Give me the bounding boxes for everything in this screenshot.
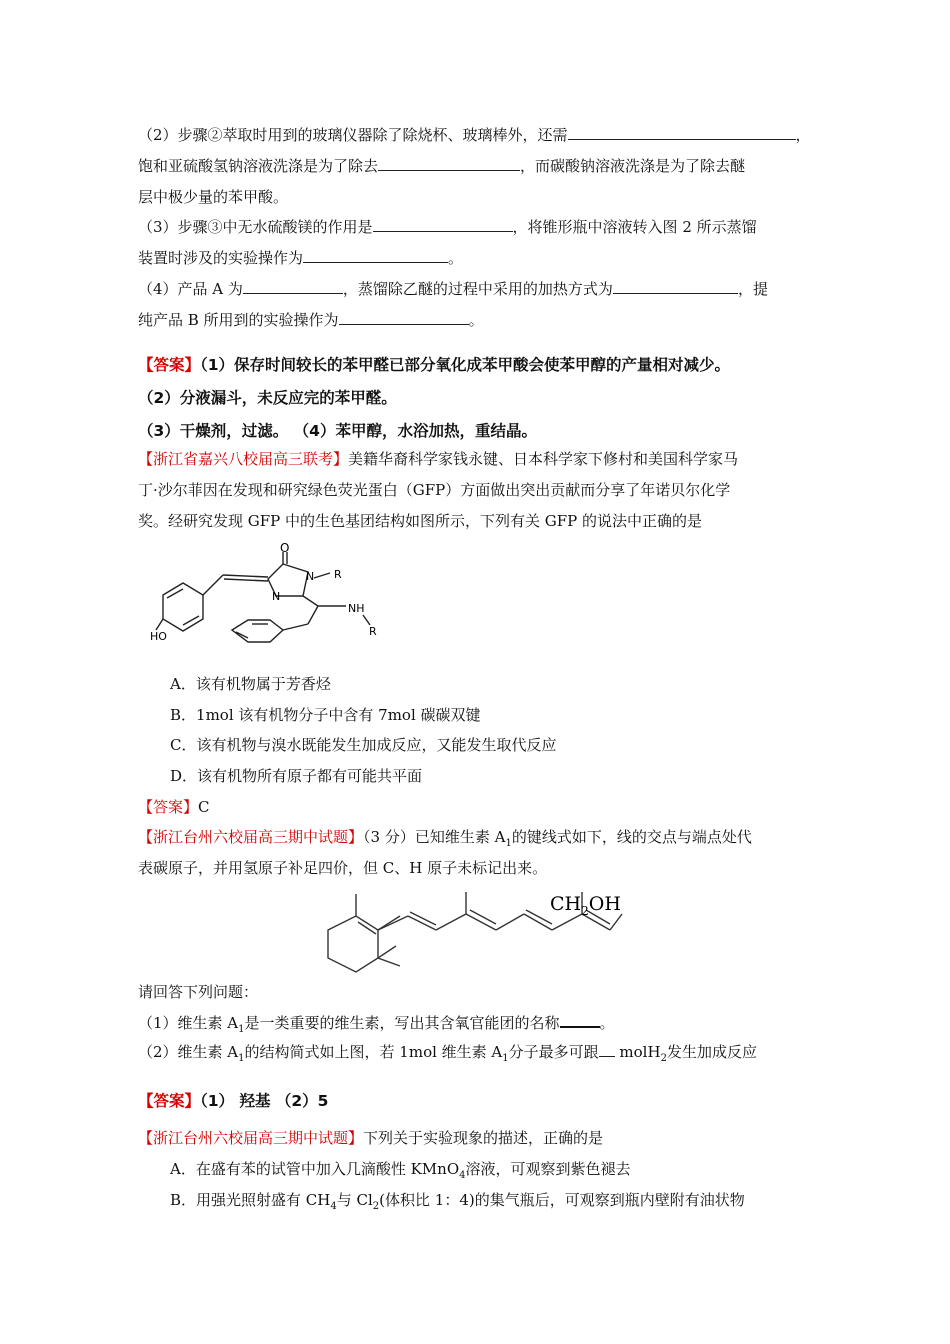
q2-line1: （2）步骤②萃取时用到的玻璃仪器除了除烧杯、玻璃棒外，还需 ，	[138, 126, 811, 144]
answer-blank	[378, 156, 520, 171]
q4-line2: 纯产品 B 所用到的实验操作为 。	[138, 311, 484, 329]
vitamin-question-1: （1）维生素 $A_1$是一类重要的维生素，写出其含氧官能团的名称 。	[138, 1014, 615, 1035]
answer-blank	[373, 217, 513, 232]
atom-r: R	[369, 625, 377, 638]
answer-line-3: （3）干燥剂，过滤。 （4）苯甲醇，水浴加热，重结晶。	[138, 422, 537, 440]
answer-block-3: 【答案】（1） 羟基 （2）5	[138, 1092, 329, 1110]
vitamin-a-structure	[318, 886, 638, 978]
option-a: A．在盛有苯的试管中加入几滴酸性 KMnO$_4$溶液，可观察到紫色褪去	[170, 1160, 631, 1181]
vitamin-question-line1: 【浙江台州六校届高三期中试题】（3 分）已知维生素 $A_1$的键线式如下，线的交点与端点处代	[138, 828, 752, 849]
answer-blank	[599, 1042, 615, 1057]
answer-block-1: 【答案】（1）保存时间较长的苯甲醛已部分氧化成苯甲酸会使苯甲醇的产量相对减少。	[138, 356, 731, 374]
vitamin-question-2: （2）维生素 $A_1$的结构简式如上图，若 1mol 维生素 $A_1$分子最多可跟 molH$_2$发生加成反应	[138, 1043, 757, 1064]
atom-r: R	[334, 568, 342, 581]
vitamin-question-line2: 表碳原子，并用氢原子补足四价，但 C、H 原子未标记出来。	[138, 859, 548, 877]
atom-n: N	[272, 590, 281, 603]
question-source: 【浙江省嘉兴八校届高三联考】	[138, 450, 349, 468]
q3-line2: 装置时涉及的实验操作为 。	[138, 249, 464, 267]
q4-line1: （4）产品 A 为 ，蒸馏除乙醚的过程中采用的加热方式为 ，提	[138, 280, 768, 298]
question-source: 【浙江台州六校届高三期中试题】	[138, 1129, 364, 1147]
option-c: C．该有机物与溴水既能发生加成反应，又能发生取代反应	[170, 736, 557, 754]
gfp-question-line2: 丁·沙尔菲因在发现和研究绿色荧光蛋白（GFP）方面做出突出贡献而分享了年诺贝尔化学	[138, 481, 731, 499]
gfp-chromophore-structure	[148, 540, 398, 660]
experiment-question: 【浙江台州六校届高三期中试题】下列关于实验现象的描述，正确的是	[138, 1129, 604, 1147]
q2-line2: 饱和亚硫酸氢钠溶液洗涤是为了除去 ，而碳酸钠溶液洗涤是为了除去醚	[138, 157, 746, 175]
answer-blank	[613, 279, 738, 294]
gfp-question-line3: 奖。经研究发现 GFP 中的生色基团结构如图所示，下列有关 GFP 的说法中正确的是	[138, 512, 703, 530]
atom-nh: NH	[348, 602, 365, 615]
answer-line-2: （2）分液漏斗，未反应完的苯甲醛。	[138, 389, 397, 407]
answer-blank	[303, 248, 448, 263]
atom-n: N	[306, 570, 315, 583]
atom-o: O	[280, 541, 290, 555]
ch2oh-label: $CH_2OH$	[550, 893, 621, 918]
option-b: B．1mol 该有机物分子中含有 7mol 碳碳双键	[170, 706, 481, 724]
option-a: A．该有机物属于芳香烃	[170, 675, 331, 693]
answer-label: 【答案】	[138, 798, 199, 816]
answer-block-2: 【答案】C	[138, 798, 210, 816]
answer-blank	[243, 279, 343, 294]
gfp-question-line1: 【浙江省嘉兴八校届高三联考】美籍华裔科学家钱永键、日本科学家下修村和美国科学家马	[138, 450, 739, 468]
answer-blank	[560, 1012, 600, 1028]
q3-line1: （3）步骤③中无水硫酸镁的作用是 ，将锥形瓶中溶液转入图 2 所示蒸馏	[138, 218, 757, 236]
q2-line3: 层中极少量的苯甲酸。	[138, 188, 289, 206]
answer-label: 【答案】	[138, 356, 201, 374]
option-d: D．该有机物所有原子都有可能共平面	[170, 767, 423, 785]
answer-label: 【答案】	[138, 1092, 201, 1110]
answer-blank	[339, 310, 469, 325]
vitamin-questions-intro: 请回答下列问题：	[138, 983, 259, 1001]
option-b: B．用强光照射盛有 $CH_4$与 $Cl_2$(体积比 1：4)的集气瓶后，可观察到瓶内壁附有油状物	[170, 1191, 745, 1212]
atom-ho: HO	[150, 630, 167, 643]
answer-blank	[568, 125, 796, 140]
question-source: 【浙江台州六校届高三期中试题】	[138, 828, 364, 846]
